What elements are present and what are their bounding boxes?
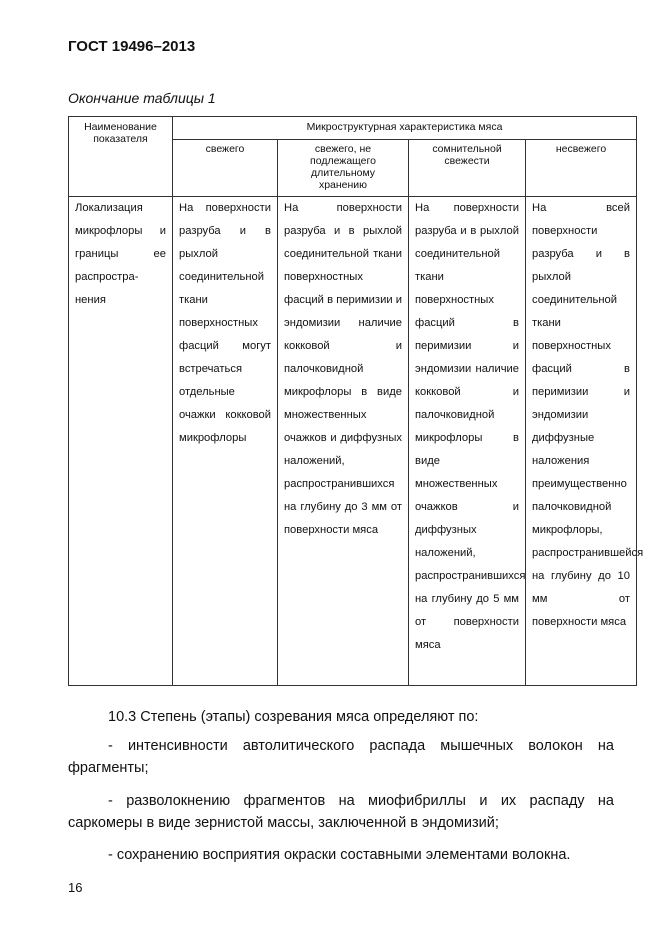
table-header-row bbox=[69, 117, 637, 140]
cell-fresh: На поверхности разруба и в рыхлой соединительной ткани поверхностных фасций могут встречаться отдельные очажки кокковой микрофлоры bbox=[173, 197, 278, 686]
group-header: Микроструктурная характеристика мяса bbox=[173, 117, 637, 140]
row-name-cell: Локализация микрофлоры и границы ее распростра-нения bbox=[69, 197, 173, 686]
document-header: ГОСТ 19496–2013 bbox=[68, 38, 196, 55]
table-caption: Окончание таблицы 1 bbox=[68, 90, 216, 106]
cell-doubtful: На поверхности разруба и в рыхлой соединительной ткани поверхностных фасций в перимизии и эндомизии наличие кокковой и палочковидной микрофлоры в виде множественных очажков и диффузных наложений, распространившихся на глубину до 5 мм от поверхности мяса bbox=[409, 197, 526, 686]
list-item-autolysis: - интенсивности автолитического распада мышечных волокон на фрагменты; bbox=[68, 738, 614, 776]
table-row bbox=[69, 197, 637, 686]
subheader-fresh: свежего bbox=[173, 140, 278, 197]
subheader-doubtful: сомнительной свежести bbox=[409, 140, 526, 197]
subheader-fresh-short-storage: свежего, не подлежащего длительному хранению bbox=[278, 140, 409, 197]
cell-fresh-short-storage: На поверхности разруба и в рыхлой соединительной ткани поверхностных фасций в перимизии и эндомизии наличие кокковой и палочковидной микрофлоры в виде множественных очажков и диффузных наложений, распространившихся на глубину до 3 мм от поверхности мяса bbox=[278, 197, 409, 686]
characteristics-table bbox=[68, 116, 644, 686]
column-header-name: Наименование показателя bbox=[69, 117, 173, 197]
subheader-stale: несвежего bbox=[526, 140, 637, 197]
cell-stale: На всей поверхности разруба и в рыхлой соединительной ткани поверхностных фасций в перимизии и эндомизии диффузные наложения преимущественно палочковидной микрофлоры, распространившейся на глубину до 10 мм от поверхности мяса bbox=[526, 197, 637, 686]
paragraph-ripening: 10.3 Степень (этапы) созревания мяса определяют по: bbox=[108, 709, 479, 725]
page-number: 16 bbox=[68, 880, 83, 895]
list-item-staining: - сохранению восприятия окраски составными элементами волокна. bbox=[108, 847, 571, 863]
list-item-defibration: - разволокнению фрагментов на миофибриллы и их распаду на саркомеры в виде зернистой массы, заключенной в эндомизий; bbox=[68, 793, 614, 831]
